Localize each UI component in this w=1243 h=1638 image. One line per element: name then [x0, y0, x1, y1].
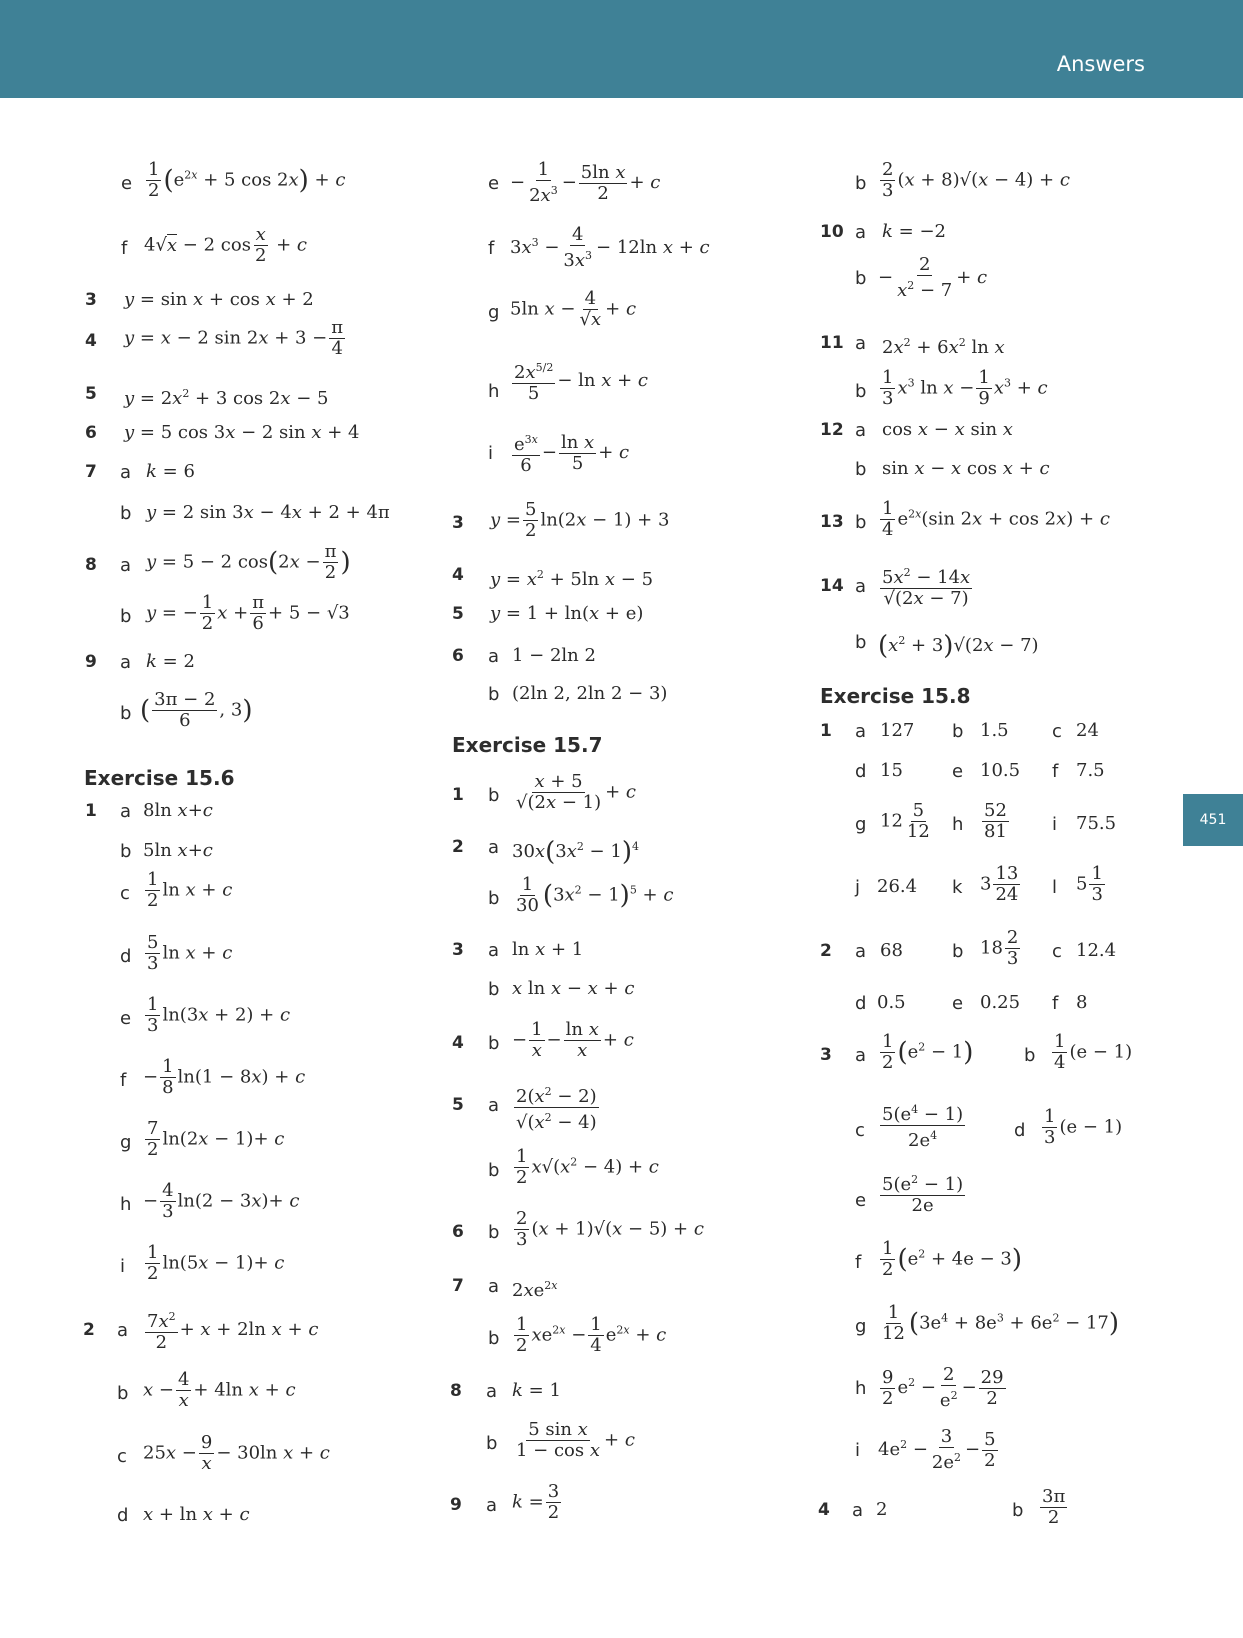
- label-h: h: [488, 381, 500, 402]
- label-b: b: [855, 381, 867, 402]
- answer-157-2b: $\frac{1}{30}$ $(3x^2 - 1)^5 + c$: [516, 874, 674, 916]
- q-6: 6: [452, 1222, 464, 1242]
- label-i: i: [1052, 814, 1058, 835]
- label-l: l: [1052, 877, 1058, 898]
- answer-157-5a: $\frac{2(x^2 - 2)}{√(x^2 - 4)}$: [512, 1082, 601, 1133]
- answer-col2-g: 5ln x − $\frac{4}{√x}$ + c: [510, 288, 637, 330]
- label-e: e: [952, 761, 964, 782]
- label-b: b: [120, 503, 132, 524]
- label-e: e: [120, 1008, 132, 1029]
- answer-158-3b: $\frac{1}{4}$ (e − 1): [1054, 1031, 1133, 1073]
- answer-158-1j: 26.4: [877, 876, 918, 897]
- q-5: 5: [85, 384, 97, 404]
- answer-col1-q9a: k = 2: [146, 651, 195, 672]
- label-j: j: [855, 877, 861, 898]
- answer-col1-q4: y = x − 2 sin 2x + 3 − $\frac{\pi}{4}$: [124, 317, 344, 359]
- answer-158-2e: 0.25: [980, 992, 1021, 1013]
- answer-158-3h: $\frac{9}{2}$ $e^2$ − $\frac{2}{e^2}$ − $\frac{29}{2}$: [882, 1364, 1004, 1411]
- section-heading: Exercise 15.7: [452, 733, 603, 757]
- page-number-tab: [1183, 794, 1243, 846]
- answer-158-1h: $\frac{52}{81}$: [984, 800, 1007, 842]
- label-b: b: [488, 1033, 500, 1054]
- label-a: a: [855, 1045, 867, 1066]
- q-1: 1: [85, 801, 97, 821]
- label-d: d: [120, 946, 132, 967]
- answer-158-1d: 15: [880, 760, 903, 781]
- answer-col1-e: $\frac{1}{2}$ ($e^{2x} + 5$ cos 2x) + c: [148, 159, 346, 201]
- label-f: f: [855, 1252, 862, 1273]
- answer-col1-q3: y = sin x + cos x + 2: [124, 289, 314, 310]
- answer-158-2a: 68: [880, 940, 903, 961]
- label-a: a: [855, 222, 867, 243]
- q-4: 4: [818, 1500, 830, 1520]
- answer-col3-q12a: cos x − x sin x: [882, 419, 1013, 440]
- label-k: k: [952, 877, 963, 898]
- answer-col3-q12b: sin x − x cos x + c: [882, 458, 1050, 479]
- label-b: b: [488, 684, 500, 705]
- answer-col1-f: 4√x − 2 cos $\frac{x}{2}$ + c: [144, 224, 308, 266]
- answer-157-4b: − $\frac{1}{x}$ − $\frac{\text{ln x}}{x}$ + c: [512, 1019, 634, 1061]
- label-a: a: [855, 420, 867, 441]
- answer-col2-q6b: (2ln 2, 2ln 2 − 3): [512, 683, 668, 704]
- answer-158-1k: 3 $\frac{13}{24}$: [980, 863, 1019, 905]
- answer-col1-q9b: ( $\frac{3\pi - 2}{6}$ , 3): [140, 689, 253, 731]
- label-g: g: [855, 1316, 867, 1337]
- answer-156-2a: $\frac{7x^2}{2}$ + x + 2ln x + c: [143, 1307, 318, 1353]
- label-d: d: [1014, 1120, 1026, 1141]
- label-a: a: [488, 1276, 500, 1297]
- answer-158-1g: 12 $\frac{5}{12}$: [880, 800, 930, 842]
- label-f: f: [1052, 761, 1059, 782]
- answer-158-1c: 24: [1076, 720, 1099, 741]
- answer-col1-q7a: k = 6: [146, 461, 195, 482]
- label-a: a: [117, 1320, 129, 1341]
- answer-158-4b: $\frac{3\pi}{2}$: [1042, 1486, 1066, 1528]
- label-h: h: [855, 1378, 867, 1399]
- answer-156-1e: $\frac{1}{3}$ ln(3x + 2) + c: [147, 994, 291, 1036]
- answer-156-2d: x + ln x + c: [143, 1504, 250, 1525]
- answer-col2-q6a: 1 − 2ln 2: [512, 645, 596, 666]
- answer-158-1l: 5 $\frac{1}{3}$: [1076, 863, 1103, 905]
- label-a: a: [488, 837, 500, 858]
- answer-col2-f: $3x^3$ − $\frac{4}{3x^3}$ − 12ln x + c: [510, 224, 710, 271]
- answer-156-1i: $\frac{1}{2}$ ln(5x − 1)+ c: [147, 1242, 285, 1284]
- label-b: b: [855, 512, 867, 533]
- label-b: b: [855, 459, 867, 480]
- section-heading: Exercise 15.6: [84, 766, 235, 790]
- label-f: f: [1052, 993, 1059, 1014]
- answer-157-6b: $\frac{2}{3}$ (x + 1)√(x − 5) + c: [516, 1208, 704, 1250]
- label-a: a: [855, 333, 867, 354]
- answer-158-4a: 2: [876, 1499, 888, 1520]
- answer-156-1a: 8ln x+c: [143, 800, 213, 821]
- page-number: 451: [1199, 812, 1227, 828]
- q-4: 4: [452, 565, 464, 585]
- label-b: b: [952, 721, 964, 742]
- label-b: b: [488, 979, 500, 1000]
- label-a: a: [120, 555, 132, 576]
- answer-156-1d: $\frac{5}{3}$ ln x + c: [147, 932, 233, 974]
- answer-col2-e: − $\frac{1}{2x^3}$ − $\frac{\text{5ln x}}{2}$ + c: [510, 159, 661, 206]
- label-a: a: [120, 801, 132, 822]
- answer-157-8b: $\frac{\text{5 sin x}}{\text{1 − cos x}}$ + c: [516, 1419, 635, 1461]
- answer-157-8a: k = 1: [512, 1380, 561, 1401]
- answer-158-2d: 0.5: [877, 992, 906, 1013]
- answer-157-9a: k = $\frac{3}{2}$: [512, 1481, 560, 1523]
- answer-158-3f: $\frac{1}{2}$ $(e^2 + 4e - 3)$: [882, 1238, 1023, 1280]
- answer-157-7b: $\frac{1}{2}$ $xe^{2x}$ − $\frac{1}{4}$ $e^{2x} + c$: [516, 1314, 667, 1356]
- q-7: 7: [452, 1276, 464, 1296]
- label-b: b: [488, 1328, 500, 1349]
- q-2: 2: [820, 941, 832, 961]
- q-12: 12: [820, 420, 844, 440]
- answer-157-2a: $30x(3x^2 - 1)^4$: [512, 837, 639, 867]
- answer-col3-b: $\frac{2}{3}$ (x + 8)√(x − 4) + c: [882, 159, 1070, 201]
- answer-156-1c: $\frac{1}{2}$ ln x + c: [147, 869, 233, 911]
- label-b: b: [486, 1433, 498, 1454]
- q-9: 9: [85, 652, 97, 672]
- q-2: 2: [83, 1320, 95, 1340]
- answer-157-3b: x ln x − x + c: [512, 978, 635, 999]
- label-d: d: [855, 761, 867, 782]
- answer-col3-q13b: $\frac{1}{4}$ $e^{2x}(\sin$ 2x + cos 2x) + c: [882, 498, 1110, 540]
- label-b: b: [488, 1160, 500, 1181]
- label-b: b: [1024, 1045, 1036, 1066]
- label-b: b: [855, 173, 867, 194]
- label-a: a: [855, 941, 867, 962]
- label-f: f: [121, 238, 128, 259]
- answer-col3-q14b: $(x^2 + 3)√(2x - 7)$: [878, 631, 1039, 661]
- label-a: a: [855, 721, 867, 742]
- label-b: b: [120, 703, 132, 724]
- label-b: b: [1012, 1500, 1024, 1521]
- answer-157-7a: $2xe^{2x}$: [512, 1279, 558, 1301]
- label-a: a: [488, 940, 500, 961]
- answer-156-1h: − $\frac{4}{3}$ ln(2 − 3x)+ c: [143, 1180, 300, 1222]
- q-13: 13: [820, 512, 844, 532]
- answer-157-5b: $\frac{1}{2}$ $x√(x^2 - 4) + c$: [516, 1146, 659, 1188]
- label-b: b: [488, 888, 500, 909]
- answer-158-2f: 8: [1076, 992, 1088, 1013]
- answer-158-3g: $\frac{1}{12}$ $(3e^4 + 8e^3 + 6e^2 - 17)$: [882, 1302, 1120, 1344]
- answer-158-3a: $\frac{1}{2}$ $(e^2 - 1)$: [882, 1031, 974, 1073]
- answer-158-3c: $\frac{5(e^4 - 1)}{2e^4}$: [878, 1100, 967, 1151]
- answer-col1-q7b: y = 2 sin 3x − 4x + 2 + 4π: [146, 502, 390, 523]
- label-b: b: [117, 1383, 129, 1404]
- answer-156-2c: 25x − $\frac{9}{x}$ − 30ln x + c: [143, 1432, 330, 1474]
- answer-col3-q11a: $2x^2 + 6x^2$ ln x: [882, 336, 1005, 358]
- q-14: 14: [820, 576, 844, 596]
- label-b: b: [952, 941, 964, 962]
- answer-158-1i: 75.5: [1076, 813, 1117, 834]
- answer-158-2c: 12.4: [1076, 940, 1117, 961]
- q-10: 10: [820, 222, 844, 242]
- label-f: f: [120, 1070, 127, 1091]
- answer-158-3i: $4e^2$ − $\frac{3}{2e^2}$ − $\frac{5}{2}$: [878, 1426, 996, 1473]
- label-c: c: [1052, 721, 1062, 742]
- label-c: c: [1052, 941, 1062, 962]
- label-d: d: [117, 1505, 129, 1526]
- q-1: 1: [452, 785, 464, 805]
- answer-col2-q5: y = 1 + ln(x + e): [490, 603, 644, 624]
- answer-158-1a: 127: [880, 720, 915, 741]
- answer-156-1b: 5ln x+c: [143, 840, 213, 861]
- label-a: a: [488, 646, 500, 667]
- answer-157-1b: $\frac{x + 5}{√(2x - 1)}$ + c: [516, 771, 637, 813]
- answer-col1-q5: $y = 2x^2 + 3$ cos 2x − 5: [124, 387, 329, 409]
- answer-col2-i: $\frac{e^{3x}}{6}$ − $\frac{\text{ln x}}{5}$ + c: [514, 431, 630, 476]
- label-a: a: [488, 1095, 500, 1116]
- answer-col1-q8b: y = − $\frac{1}{2}$ x + $\frac{\pi}{6}$ + 5 − √3: [146, 592, 350, 634]
- label-i: i: [120, 1256, 126, 1277]
- answer-156-2b: x − $\frac{4}{x}$ + 4ln x + c: [143, 1369, 296, 1411]
- answer-col2-h: $\frac{2x^{5/2}}{5}$ − ln x + c: [510, 358, 648, 404]
- q-3: 3: [820, 1045, 832, 1065]
- label-e: e: [121, 173, 133, 194]
- q-3: 3: [452, 940, 464, 960]
- answer-157-3a: ln x + 1: [512, 939, 584, 960]
- label-e: e: [952, 993, 964, 1014]
- answer-158-3e: $\frac{5(e^2 - 1)}{2e}$: [878, 1170, 967, 1216]
- label-e: e: [855, 1190, 867, 1211]
- header-title: Answers: [1056, 52, 1145, 76]
- label-a: a: [852, 1500, 864, 1521]
- q-9: 9: [450, 1495, 462, 1515]
- label-g: g: [120, 1132, 132, 1153]
- label-g: g: [488, 302, 500, 323]
- q-11: 11: [820, 333, 844, 353]
- section-heading: Exercise 15.8: [820, 684, 971, 708]
- answer-col2-q4: $y = x^2 + 5\ln$ x − 5: [490, 568, 654, 590]
- header-banner: [0, 0, 1243, 98]
- q-5: 5: [452, 1095, 464, 1115]
- q-5: 5: [452, 604, 464, 624]
- answer-158-1e: 10.5: [980, 760, 1021, 781]
- answer-158-3d: $\frac{1}{3}$ (e − 1): [1044, 1106, 1123, 1148]
- label-a: a: [486, 1495, 498, 1516]
- label-f: f: [488, 238, 495, 259]
- label-c: c: [117, 1446, 127, 1467]
- q-3: 3: [452, 513, 464, 533]
- label-b: b: [120, 841, 132, 862]
- label-b: b: [488, 785, 500, 806]
- q-8: 8: [450, 1381, 462, 1401]
- answer-col3-q11b: $\frac{1}{3}$ $x^3$ ln x − $\frac{1}{9}$ $x^3 + c$: [882, 367, 1048, 409]
- label-d: d: [855, 993, 867, 1014]
- label-g: g: [855, 814, 867, 835]
- answer-158-1f: 7.5: [1076, 760, 1105, 781]
- answer-col1-q6: y = 5 cos 3x − 2 sin x + 4: [124, 422, 360, 443]
- answer-col1-q8a: y = 5 − 2 cos(2x − $\frac{\pi}{2}$ ): [146, 541, 351, 583]
- q-1: 1: [820, 721, 832, 741]
- label-i: i: [488, 443, 494, 464]
- answer-col2-q3: y = $\frac{5}{2}$ ln(2x − 1) + 3: [490, 499, 670, 541]
- label-b: b: [120, 606, 132, 627]
- label-a: a: [120, 462, 132, 483]
- label-a: a: [855, 576, 867, 597]
- answer-156-1f: − $\frac{1}{8}$ ln(1 − 8x) + c: [143, 1056, 306, 1098]
- label-a: a: [120, 652, 132, 673]
- q-8: 8: [85, 555, 97, 575]
- q-3: 3: [85, 290, 97, 310]
- label-h: h: [952, 814, 964, 835]
- answer-158-1b: 1.5: [980, 720, 1009, 741]
- label-i: i: [855, 1440, 861, 1461]
- label-b: b: [855, 268, 867, 289]
- q-6: 6: [452, 646, 464, 666]
- answer-col3-q10a: k = −2: [882, 221, 946, 242]
- label-b: b: [855, 632, 867, 653]
- answer-col3-q10b: − $\frac{2}{x^2 - 7}$ + c: [878, 254, 988, 301]
- q-7: 7: [85, 462, 97, 482]
- answer-col3-q14a: $\frac{5x^2 - 14x}{√(2x - 7)}$: [878, 563, 974, 609]
- label-a: a: [486, 1381, 498, 1402]
- answer-156-1g: $\frac{7}{2}$ ln(2x − 1)+ c: [147, 1118, 285, 1160]
- label-h: h: [120, 1194, 132, 1215]
- q-4: 4: [85, 331, 97, 351]
- q-2: 2: [452, 837, 464, 857]
- label-c: c: [855, 1120, 865, 1141]
- label-c: c: [120, 883, 130, 904]
- q-4: 4: [452, 1033, 464, 1053]
- label-b: b: [488, 1222, 500, 1243]
- label-e: e: [488, 173, 500, 194]
- q-6: 6: [85, 423, 97, 443]
- answer-158-2b: 18 $\frac{2}{3}$: [980, 927, 1019, 969]
